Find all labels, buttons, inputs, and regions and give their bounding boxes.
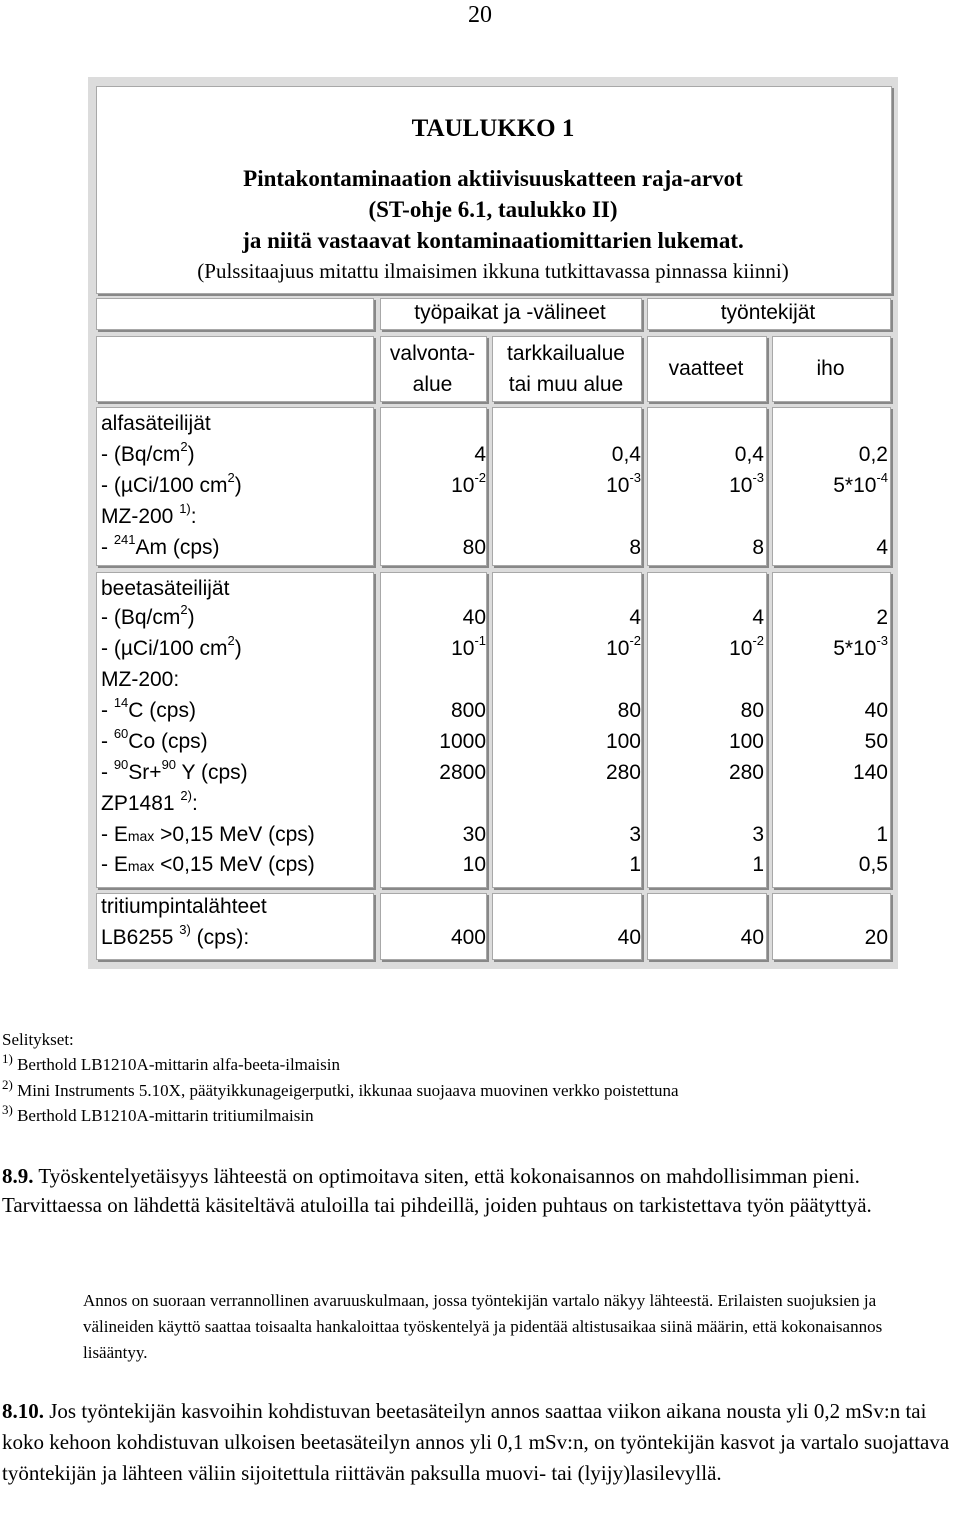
- header-iho: iho: [816, 357, 845, 380]
- beta-co60-label: - $^{60}$Co (cps): [101, 726, 208, 753]
- alpha-bq-value: 0,4: [734, 443, 764, 466]
- header-valvonta-1: valvonta-: [389, 342, 476, 365]
- beta-bq-value: 4: [752, 606, 764, 629]
- header-tarkkailu-1: tarkkailualue: [507, 342, 625, 365]
- alpha-heading: alfasäteilijät: [101, 412, 211, 435]
- beta-sry-value: 140: [852, 761, 888, 784]
- beta-emax-lo-value: 1: [752, 853, 764, 876]
- alpha-bq-value: 0,4: [611, 443, 641, 466]
- alpha-uci-value: $10^{-3}$: [606, 470, 641, 497]
- beta-c14-value: 80: [740, 699, 764, 722]
- tritium-lb-value: 20: [864, 926, 888, 949]
- alpha-uci-value: $10^{-2}$: [451, 470, 486, 497]
- beta-bq-value: 2: [876, 606, 888, 629]
- note-item: $^{1)}$ Berthold LB1210A-mittarin alfa-beeta-ilmaisin: [2, 1051, 341, 1074]
- notes-heading: Selitykset:: [2, 1030, 74, 1049]
- alpha-bq-value: 4: [474, 443, 486, 466]
- beta-bq-value: 4: [629, 606, 641, 629]
- beta-emax-hi-value: 3: [629, 823, 641, 846]
- header-workplaces: työpaikat ja -välineet: [414, 301, 606, 324]
- beta-bq-value: 40: [462, 606, 486, 629]
- beta-co60-value: 100: [605, 730, 641, 753]
- tritium-lb-label: LB6255 $^{3)}$ (cps):: [101, 922, 250, 949]
- beta-emax-hi-value: 1: [876, 823, 888, 846]
- beta-heading: beetasäteilijät: [101, 577, 230, 600]
- beta-emax-hi-value: 30: [462, 823, 486, 846]
- beta-co60-value: 1000: [439, 730, 486, 753]
- beta-uci-value: $10^{-2}$: [729, 633, 764, 660]
- table-subtitle-3: ja niitä vastaavat kontaminaatiomittarien lukemat.: [242, 228, 744, 253]
- alpha-mz-label: MZ-200 $^{1)}$:: [101, 501, 197, 528]
- alpha-am-value: 8: [629, 536, 641, 559]
- table-subtitle-1: Pintakontaminaation aktiivisuuskatteen raja-arvot: [243, 166, 743, 191]
- header-vaatteet: vaatteet: [668, 357, 744, 380]
- tritium-lb-value: 40: [617, 926, 641, 949]
- beta-emax-lo-label: - Emax <0,15 MeV (cps): [101, 853, 315, 876]
- note-item: $^{3)}$ Berthold LB1210A-mittarin tritiumilmaisin: [2, 1102, 314, 1125]
- table-title: TAULUKKO 1: [411, 115, 575, 142]
- beta-sry-value: 280: [605, 761, 641, 784]
- beta-mz-label: MZ-200:: [101, 668, 180, 691]
- tritium-lb-value: 40: [740, 926, 764, 949]
- beta-emax-hi-label: - Emax >0,15 MeV (cps): [101, 823, 315, 846]
- alpha-bq-label: - $(Bq/cm^2)$: [101, 439, 195, 466]
- alpha-uci-value: $10^{-3}$: [729, 470, 764, 497]
- beta-uci-value: $10^{-1}$: [451, 633, 486, 660]
- header-empty-cell-2: [96, 336, 374, 402]
- beta-zp-label: ZP1481 $^{2)}$:: [101, 788, 198, 815]
- tritium-lb-value: 400: [450, 926, 486, 949]
- beta-emax-hi-value: 3: [752, 823, 764, 846]
- beta-co60-value: 50: [864, 730, 888, 753]
- beta-co60-value: 100: [728, 730, 764, 753]
- table-subtitle-note: (Pulssitaajuus mitattu ilmaisimen ikkuna tutkittavassa pinnassa kiinni): [197, 259, 789, 283]
- alpha-am-value: 4: [876, 536, 888, 559]
- beta-c14-label: - $^{14}$C (cps): [101, 695, 196, 722]
- beta-emax-lo-value: 1: [629, 853, 641, 876]
- header-workers: työntekijät: [720, 301, 816, 324]
- beta-uci-label: - (µCi/100 $cm^2$): [101, 633, 242, 660]
- beta-sry-label: - $^{90}$Sr+$^{90}$ Y (cps): [101, 757, 248, 784]
- beta-c14-value: 80: [617, 699, 641, 722]
- beta-bq-label: - $(Bq/cm^2)$: [101, 602, 195, 629]
- beta-sry-value: 280: [728, 761, 764, 784]
- beta-c14-value: 40: [864, 699, 888, 722]
- beta-emax-lo-value: 0,5: [858, 853, 888, 876]
- table-subtitle-2: (ST-ohje 6.1, taulukko II): [368, 197, 618, 222]
- alpha-bq-value: 0,2: [858, 443, 888, 466]
- alpha-uci-label: - (µCi/100 $cm^2$): [101, 470, 242, 497]
- beta-sry-value: 2800: [439, 761, 486, 784]
- note-item: $^{2)}$ Mini Instruments 5.10X, päätyikkunageigerputki, ikkunaa suojaava muovinen verkko poistettuna: [2, 1077, 679, 1100]
- beta-emax-lo-value: 10: [462, 853, 486, 876]
- beta-uci-value: $10^{-2}$: [606, 633, 641, 660]
- section-8-10: 8.10. Jos työntekijän kasvoihin kohdistuvan beetasäteilyn annos saattaa viikon aikana nousta yli 0,2 mSv:n tai koko kehoon kohdistuvan ulkoisen beetasäteilyn annos yli 0,1 mSv:n, on työntekijän kasvot ja vartalo suojattava työntekijän ja lähteen väliin sijoitettula riittävän paksulla muovi- tai (lyijy)lasilevyllä.: [2, 1399, 950, 1485]
- section-8-9: 8.9. Työskentelyetäisyys lähteestä on optimoitava siten, että kokonaisannos on mahdollisimman pieni. Tarvittaessa on lähdettä käsiteltävä atuloilla tai pihdeillä, joiden puhtaus on tarkistettava työn päätyttyä.: [2, 1164, 872, 1217]
- beta-uci-value: $5*10^{-3}$: [833, 633, 888, 660]
- alpha-uci-value: $5*10^{-4}$: [833, 470, 888, 497]
- section-8-9-note: Annos on suoraan verrannollinen avaruuskulmaan, jossa työntekijän vartalo näkyy lähteestä. Erilaisten suojuksien ja välineiden käyttö saattaa toisaalta hankaloittaa työskentelyä ja pidentää altistusaikaa siinä määrin, että kokonaisannos lisääntyy.: [83, 1291, 883, 1362]
- header-valvonta-2: alue: [412, 373, 453, 396]
- alpha-am-label: - $^{241}$Am (cps): [101, 532, 220, 559]
- beta-c14-value: 800: [450, 699, 486, 722]
- header-tarkkailu-2: tai muu alue: [508, 373, 624, 396]
- alpha-am-value: 8: [752, 536, 764, 559]
- tritium-heading: tritiumpintalähteet: [101, 895, 267, 918]
- header-empty-cell: [96, 298, 374, 330]
- page-number: 20: [468, 2, 492, 28]
- alpha-am-value: 80: [462, 536, 486, 559]
